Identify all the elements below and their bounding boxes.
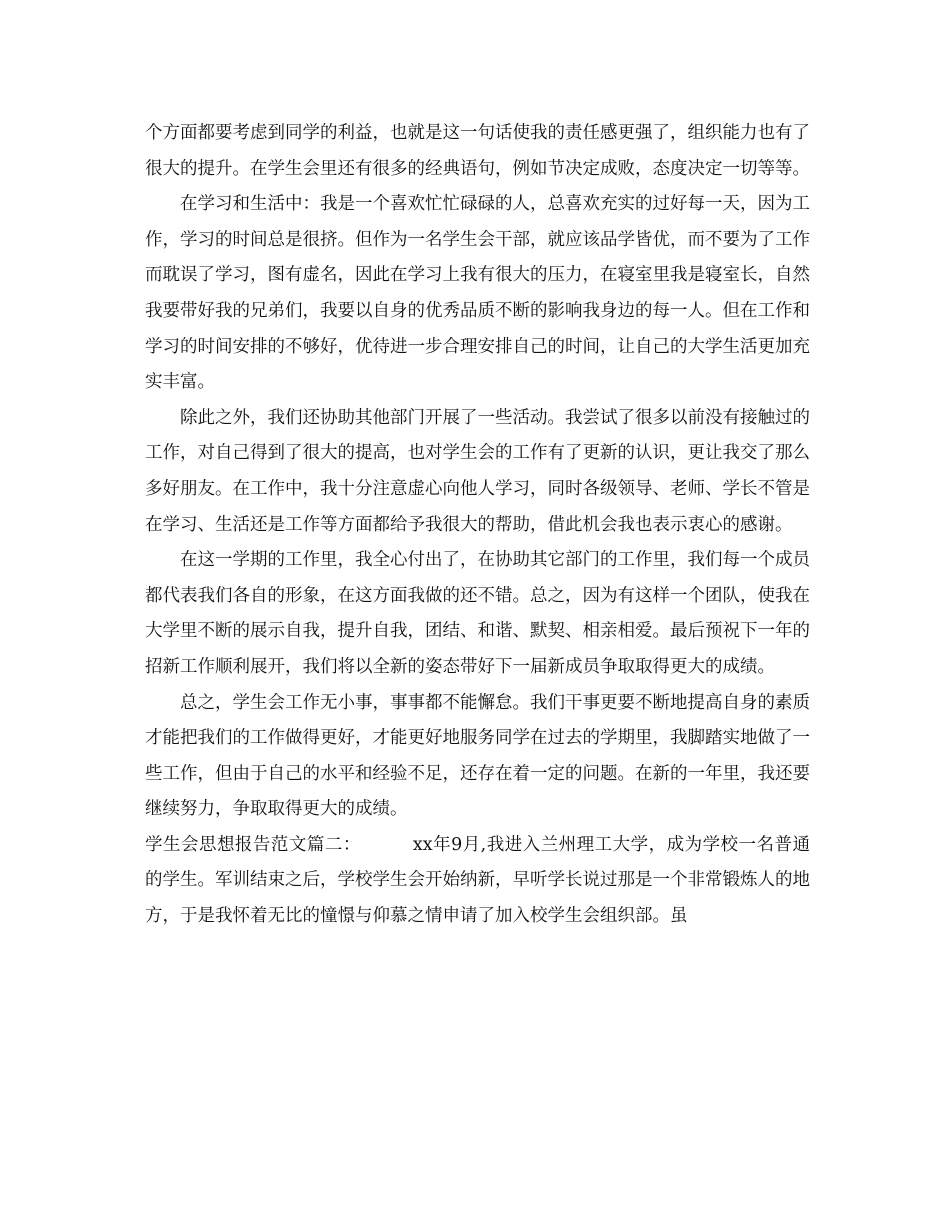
section-text: xx年9月,我进入兰州理工大学，成为学校一名普通的学生。军训结束之后，学校学生会开始纳新，早听学长说过那是一个非常锻炼人的地方，于是我怀着无比的憧憬与仰慕之情申请了加入校学生会组织部。虽 (145, 834, 811, 927)
paragraph-conclusion: 总之，学生会工作无小事，事事都不能懈怠。我们干事更要不断地提高自身的素质才能把我们的工作做得更好，才能更好地服务同学在过去的学期里，我脚踏实地做了一些工作，但由于自己的水平和经验不足，还存在着一定的问题。在新的一年里，我还要继续努力，争取取得更大的成绩。 (145, 692, 810, 820)
paragraph-continuation: 个方面都要考虑到同学的利益，也就是这一句话使我的责任感更强了，组织能力也有了很大的提升。在学生会里还有很多的经典语句，例如节决定成败，态度决定一切等等。 (145, 123, 810, 179)
paragraph-study-and-life: 在学习和生活中：我是一个喜欢忙忙碌碌的人，总喜欢充实的过好每一天，因为工作，学习的时间总是很挤。但作为一名学生会干部，就应该品学皆优，而不要为了工作而耽误了学习，图有虚名，因此在学习上我有很大的压力，在寝室里我是寝室长，自然我要带好我的兄弟们，我要以自身的优秀品质不断的影响我身边的每一人。但在工作和学习的时间安排的不够好，优待进一步合理安排自己的时间，让自己的大学生活更加充实丰富。 (145, 194, 810, 393)
paragraph-semester-work: 在这一学期的工作里，我全心付出了，在协助其它部门的工作里，我们每一个成员都代表我们各自的形象，在这方面我做的还不错。总之，因为有这样一个团队，使我在大学里不断的展示自我，提升自我，团结、和谐、默契、相亲相爱。最后预祝下一年的招新工作顺利展开，我们将以全新的姿态带好下一届新成员争取取得更大的成绩。 (145, 550, 810, 677)
section-title: 学生会思想报告范文篇二： (145, 834, 361, 855)
section-two-paragraph (145, 828, 810, 935)
document-body (145, 116, 810, 935)
paragraph-other-activities: 除此之外，我们还协助其他部门开展了一些活动。我尝试了很多以前没有接触过的工作，对自己得到了很大的提高，也对学生会的工作有了更新的认识，更让我交了那么多好朋友。在工作中，我十分注意虚心向他人学习，同时各级领导、老师、学长不管是在学习、生活还是工作等方面都给予我很大的帮助，借此机会我也表示衷心的感谢。 (145, 407, 810, 535)
